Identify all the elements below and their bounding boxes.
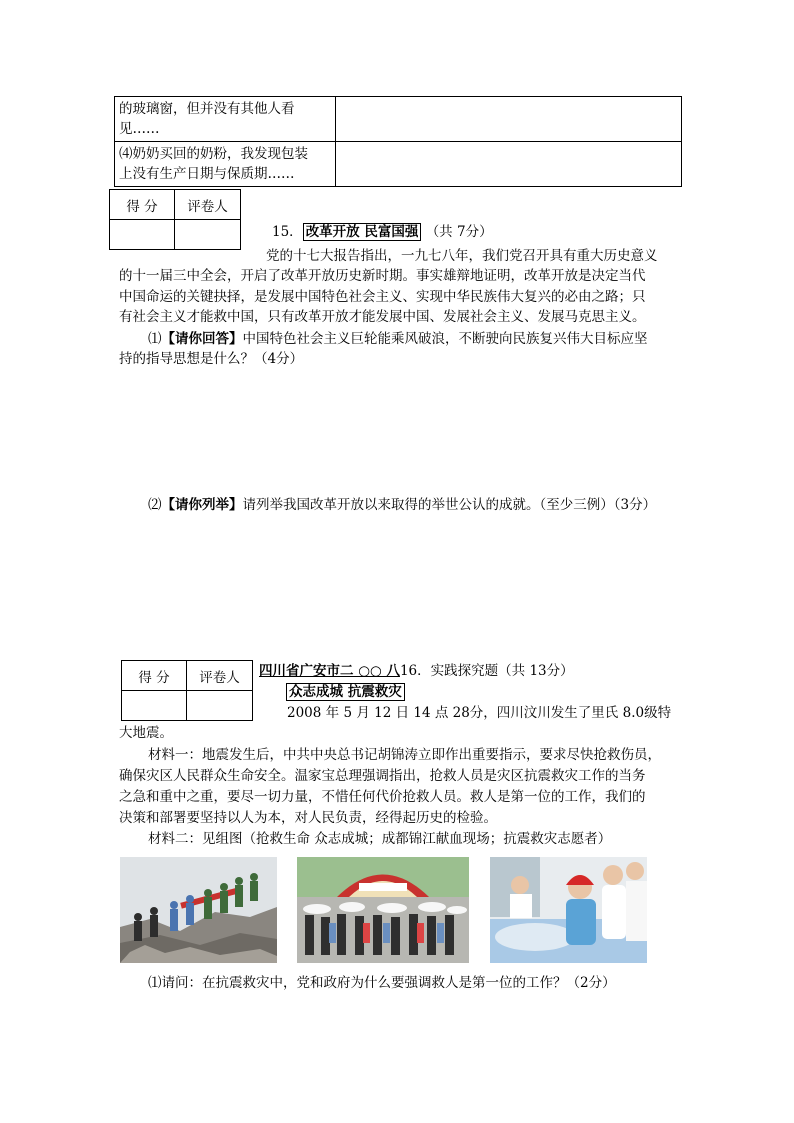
score-label: 得 分 [110, 190, 175, 220]
q15-intro-line: 中国命运的关键抉择，是发展中国特色社会主义、实现中华民族伟大复兴的必由之路；只 [119, 289, 646, 305]
q15-sub2 [148, 495, 656, 515]
q16-subtitle-wrap [286, 682, 405, 702]
grader-label: 评卷人 [187, 661, 253, 691]
photo-volunteers-drawing [490, 857, 647, 963]
material1-line: 之急和重中之重，要尽一切力量，不惜任何代价抢救人员。救人是第一位的工作，我们的 [119, 789, 646, 805]
q15-sub1 [148, 329, 648, 349]
case-text-line2: 上没有生产日期与保质期…… [119, 166, 295, 182]
table-cell-case [115, 97, 336, 142]
q16-intro-line2: 大地震。 [119, 725, 173, 741]
case-text-line1: ⑷奶奶买回的奶粉，我发现包装 [119, 146, 308, 162]
grader-cell[interactable] [187, 691, 253, 721]
q16-heading [259, 661, 574, 681]
q15-sub2-text: 请列举我国改革开放以来取得的举世公认的成就。（至少三例）（3分） [242, 497, 657, 513]
q16-number-title: 16．实践探究题（共 13分） [399, 663, 574, 679]
score-box [121, 660, 253, 721]
q15-intro-line: 党的十七大报告指出，一九七八年，我们党召开具有重大历史意义 [266, 248, 658, 264]
q15-sub1-num: ⑴ [148, 331, 162, 347]
q15-sub2-tag: 【请你列举】 [161, 497, 243, 513]
score-box [109, 189, 241, 250]
photo-volunteers [490, 857, 647, 963]
q15-title: 改革开放 民富国强 [303, 223, 422, 241]
table-cell-answer[interactable] [336, 97, 682, 142]
q15-number: 15． [272, 224, 303, 240]
q15-sub1-text: 中国特色社会主义巨轮能乘风破浪，不断驶向民族复兴伟大目标应坚 [242, 331, 648, 347]
material1-line: 决策和部署要坚持以人为本，对人民负责，经得起历史的检验。 [119, 810, 497, 826]
photo-rescue-rubble-drawing [120, 857, 277, 963]
grader-cell[interactable] [175, 220, 241, 250]
q15-sub1-line2: 持的指导思想是什么？（4分） [119, 351, 304, 367]
q15-heading [272, 222, 493, 242]
q16-subtitle: 众志成城 抗震救灾 [286, 683, 405, 701]
q16-intro-line1: 2008 年 5 月 12 日 14 点 28分，四川汶川发生了里氏 8.0级特 [287, 705, 672, 721]
material1-line: 材料一：地震发生后，中共中央总书记胡锦涛立即作出重要指示，要求尽快抢救伤员， [148, 747, 661, 763]
score-cell[interactable] [122, 691, 187, 721]
q15-points: （共 7分） [425, 224, 493, 240]
table-cell-answer[interactable] [336, 142, 682, 187]
grader-label: 评卷人 [175, 190, 241, 220]
table-cell-case [115, 142, 336, 187]
case-text-line1: 的玻璃窗，但并没有其他人看 [119, 101, 295, 117]
photo-blood-donation [297, 857, 469, 963]
case-text-line2: 见…… [119, 121, 160, 137]
q15-sub1-tag: 【请你回答】 [161, 331, 243, 347]
score-label: 得 分 [122, 661, 187, 691]
q15-sub2-num: ⑵ [148, 497, 162, 513]
score-cell[interactable] [110, 220, 175, 250]
table-row [115, 142, 682, 187]
q15-intro-line: 有社会主义才能救中国，只有改革开放才能发展中国、发展社会主义、发展马克思主义。 [119, 309, 646, 325]
table-row [115, 97, 682, 142]
q16-question1: ⑴请问：在抗震救灾中，党和政府为什么要强调救人是第一位的工作？（2分） [148, 975, 616, 991]
answer-table [114, 96, 682, 187]
photo-blood-donation-drawing [297, 857, 469, 963]
photo-rescue-rubble [120, 857, 277, 963]
q15-intro-line: 的十一届三中全会，开启了改革开放历史新时期。事实雄辩地证明，改革开放是决定当代 [119, 268, 646, 284]
material2-line: 材料二：见组图（抢救生命 众志成城；成都锦江献血现场；抗震救灾志愿者） [148, 831, 612, 847]
material1-line: 确保灾区人民群众生命安全。温家宝总理强调指出，抢救人员是灾区抗震救灾工作的当务 [119, 768, 646, 784]
q16-source: 四川省广安市二 ○○ 八 [259, 663, 400, 679]
